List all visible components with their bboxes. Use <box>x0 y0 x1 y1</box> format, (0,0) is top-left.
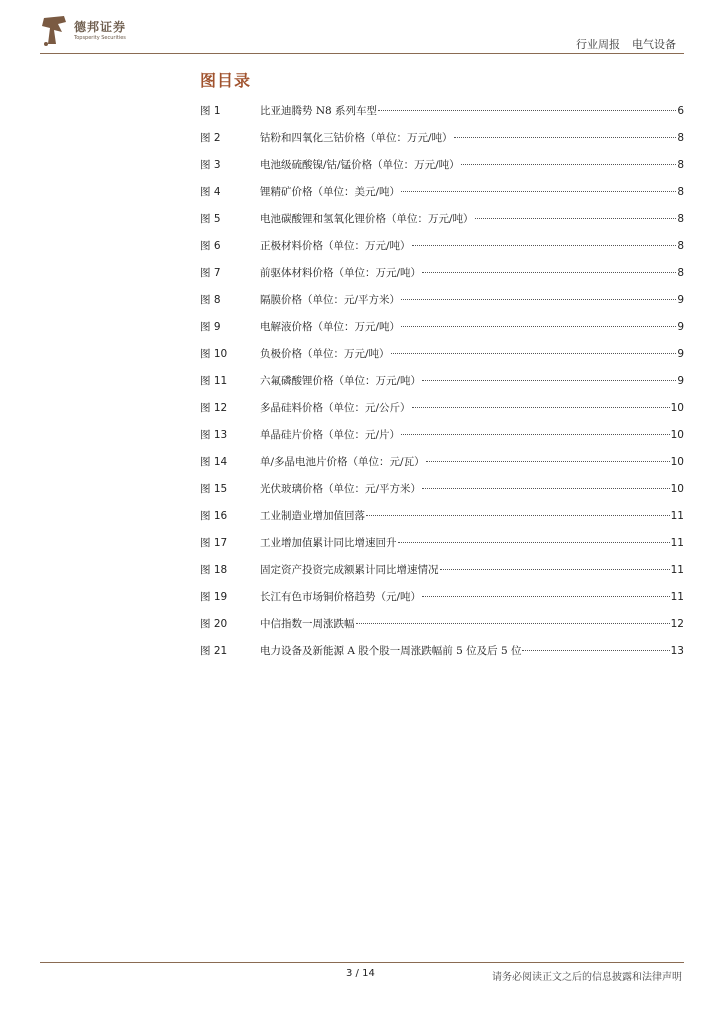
toc-figure-title: 单/多晶电池片价格（单位：元/瓦） <box>260 456 425 468</box>
page-number: 3 / 14 <box>346 968 375 979</box>
toc-figure-number: 图 9 <box>200 321 221 333</box>
toc-entry[interactable] <box>200 481 684 508</box>
toc-leader-dots <box>440 569 670 570</box>
toc-figure-title: 长江有色市场铜价格趋势（元/吨） <box>260 591 422 603</box>
toc-page-number: 6 <box>677 105 684 117</box>
toc-entry[interactable] <box>200 157 684 184</box>
toc-entry[interactable] <box>200 589 684 616</box>
toc-page-number: 10 <box>670 456 684 468</box>
toc-leader-dots <box>422 272 676 273</box>
legal-disclaimer: 请务必阅读正文之后的信息披露和法律声明 <box>492 972 682 983</box>
toc-entry[interactable] <box>200 454 684 481</box>
report-type: 行业周报 <box>576 38 620 51</box>
toc-page-number: 11 <box>670 591 684 603</box>
toc-page-number: 13 <box>670 645 684 657</box>
toc-page-number: 10 <box>670 402 684 414</box>
toc-leader-dots <box>422 488 670 489</box>
toc-leader-dots <box>378 110 676 111</box>
toc-figure-title: 前驱体材料价格（单位：万元/吨） <box>260 267 422 279</box>
toc-entry[interactable] <box>200 319 684 346</box>
toc-page-number: 11 <box>670 564 684 576</box>
toc-page-number: 9 <box>677 321 684 333</box>
toc-figure-number: 图 21 <box>200 645 228 657</box>
toc-entry[interactable] <box>200 130 684 157</box>
toc-leader-dots <box>356 623 670 624</box>
toc-entry[interactable] <box>200 238 684 265</box>
toc-figure-number: 图 4 <box>200 186 221 198</box>
toc-figure-title: 负极价格（单位：万元/吨） <box>260 348 390 360</box>
toc-entry[interactable] <box>200 346 684 373</box>
toc-entry[interactable] <box>200 373 684 400</box>
toc-figure-number: 图 8 <box>200 294 221 306</box>
toc-figure-title: 多晶硅料价格（单位：元/公斤） <box>260 402 411 414</box>
toc-entry[interactable] <box>200 643 684 670</box>
toc-figure-number: 图 11 <box>200 375 228 387</box>
toc-entry[interactable] <box>200 400 684 427</box>
toc-page-number: 8 <box>677 213 684 225</box>
toc-leader-dots <box>398 542 670 543</box>
toc-entry[interactable] <box>200 265 684 292</box>
toc-leader-dots <box>412 407 670 408</box>
toc-leader-dots <box>422 380 676 381</box>
toc-figure-number: 图 20 <box>200 618 228 630</box>
toc-leader-dots <box>366 515 670 516</box>
toc-page-number: 11 <box>670 537 684 549</box>
toc-leader-dots <box>412 245 677 246</box>
toc-figure-number: 图 5 <box>200 213 221 225</box>
toc-leader-dots <box>401 434 670 435</box>
toc-leader-dots <box>401 326 676 327</box>
toc-figure-number: 图 19 <box>200 591 228 603</box>
toc-entry[interactable] <box>200 427 684 454</box>
figure-table-of-contents <box>200 103 684 670</box>
toc-figure-title: 工业增加值累计同比增速回升 <box>260 537 397 549</box>
toc-figure-title: 电解液价格（单位：万元/吨） <box>260 321 401 333</box>
toc-leader-dots <box>426 461 670 462</box>
toc-figure-title: 工业制造业增加值回落 <box>260 510 365 522</box>
toc-page-number: 9 <box>677 294 684 306</box>
toc-figure-title: 中信指数一周涨跌幅 <box>260 618 355 630</box>
toc-entry[interactable] <box>200 508 684 535</box>
sector-name: 电气设备 <box>632 38 676 51</box>
toc-page-number: 9 <box>677 375 684 387</box>
toc-entry[interactable] <box>200 562 684 589</box>
toc-title: 图目录 <box>200 71 252 90</box>
toc-page-number: 9 <box>677 348 684 360</box>
toc-figure-title: 正极材料价格（单位：万元/吨） <box>260 240 411 252</box>
toc-figure-title: 单晶硅片价格（单位：元/片） <box>260 429 401 441</box>
toc-entry[interactable] <box>200 616 684 643</box>
toc-figure-title: 电力设备及新能源 A 股个股一周涨跌幅前 5 位及后 5 位 <box>260 645 522 657</box>
toc-figure-number: 图 14 <box>200 456 228 468</box>
toc-figure-number: 图 15 <box>200 483 228 495</box>
toc-leader-dots <box>401 191 676 192</box>
toc-leader-dots <box>422 596 670 597</box>
toc-figure-title: 六氟磷酸锂价格（单位：万元/吨） <box>260 375 422 387</box>
toc-leader-dots <box>454 137 677 138</box>
logo-english-name: Topsperity Securities <box>74 35 126 41</box>
header-tags <box>576 36 676 52</box>
toc-leader-dots <box>475 218 677 219</box>
header-divider <box>40 53 684 54</box>
toc-figure-title: 光伏玻璃价格（单位：元/平方米） <box>260 483 422 495</box>
toc-figure-number: 图 17 <box>200 537 228 549</box>
toc-figure-title: 电池碳酸锂和氢氧化锂价格（单位：万元/吨） <box>260 213 474 225</box>
toc-leader-dots <box>401 299 676 300</box>
toc-figure-number: 图 1 <box>200 105 221 117</box>
logo-mark-icon <box>40 14 70 48</box>
toc-figure-number: 图 2 <box>200 132 221 144</box>
toc-entry[interactable] <box>200 211 684 238</box>
toc-leader-dots <box>522 650 669 651</box>
toc-figure-title: 锂精矿价格（单位：美元/吨） <box>260 186 401 198</box>
toc-page-number: 8 <box>677 186 684 198</box>
toc-figure-title: 钴粉和四氧化三钴价格（单位：万元/吨） <box>260 132 453 144</box>
toc-entry[interactable] <box>200 184 684 211</box>
toc-figure-number: 图 3 <box>200 159 221 171</box>
logo-chinese-name: 德邦证券 <box>74 20 127 34</box>
toc-figure-title: 比亚迪腾势 N8 系列车型 <box>260 105 378 117</box>
toc-figure-number: 图 12 <box>200 402 228 414</box>
toc-figure-title: 隔膜价格（单位：元/平方米） <box>260 294 401 306</box>
footer-divider <box>40 962 684 963</box>
toc-page-number: 10 <box>670 483 684 495</box>
toc-figure-number: 图 7 <box>200 267 221 279</box>
toc-page-number: 8 <box>677 159 684 171</box>
toc-page-number: 8 <box>677 132 684 144</box>
toc-entry[interactable] <box>200 535 684 562</box>
company-logo <box>40 14 160 50</box>
toc-page-number: 12 <box>670 618 684 630</box>
toc-page-number: 8 <box>677 267 684 279</box>
toc-figure-title: 电池级硫酸镍/钴/锰价格（单位：万元/吨） <box>260 159 460 171</box>
toc-entry[interactable] <box>200 103 684 130</box>
toc-figure-title: 固定资产投资完成额累计同比增速情况 <box>260 564 439 576</box>
toc-figure-number: 图 18 <box>200 564 228 576</box>
toc-page-number: 8 <box>677 240 684 252</box>
toc-page-number: 10 <box>670 429 684 441</box>
toc-leader-dots <box>391 353 677 354</box>
toc-page-number: 11 <box>670 510 684 522</box>
toc-entry[interactable] <box>200 292 684 319</box>
toc-leader-dots <box>461 164 677 165</box>
toc-figure-number: 图 10 <box>200 348 228 360</box>
toc-figure-number: 图 6 <box>200 240 221 252</box>
toc-figure-number: 图 16 <box>200 510 228 522</box>
toc-figure-number: 图 13 <box>200 429 228 441</box>
